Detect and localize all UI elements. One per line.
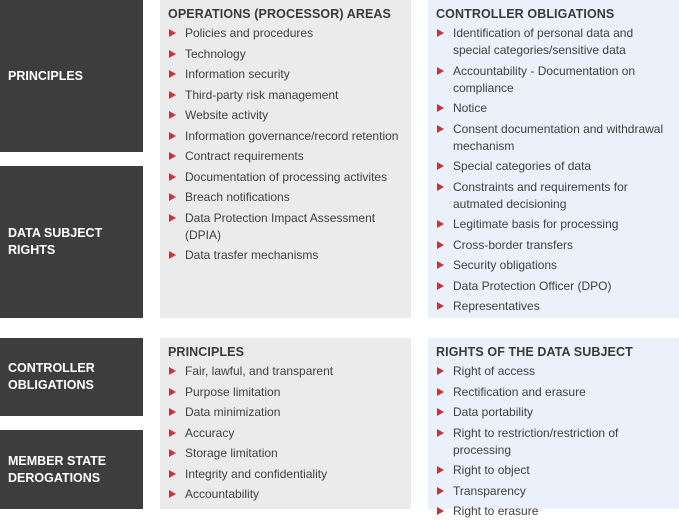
triangle-bullet-icon xyxy=(169,490,176,498)
list-item-text: Representatives xyxy=(453,299,540,313)
list-item-text: Technology xyxy=(185,46,246,61)
list-item xyxy=(436,100,671,117)
sidebar-label: MEMBER STATE DEROGATIONS xyxy=(8,453,107,485)
list-item-text: Special categories of data xyxy=(453,159,592,173)
bullet-list xyxy=(168,25,403,264)
list-item-text: Cross-border transfers xyxy=(453,237,574,252)
bullet-list xyxy=(436,25,671,315)
triangle-bullet-icon xyxy=(169,408,176,416)
triangle-bullet-icon xyxy=(169,388,176,396)
list-item-text: Storage limitation xyxy=(185,446,278,460)
list-item xyxy=(168,66,403,83)
sidebar-block-controller-obligations xyxy=(0,338,143,416)
list-item xyxy=(168,404,403,421)
panel-title: OPERATIONS (PROCESSOR) AREAS xyxy=(168,7,391,21)
list-item xyxy=(168,466,403,483)
list-item xyxy=(168,46,403,63)
triangle-bullet-icon xyxy=(437,507,444,515)
list-item-text: Constraints and requirements for autmated decisioning xyxy=(453,179,628,211)
list-item xyxy=(436,404,671,421)
panel-title: PRINCIPLES xyxy=(168,345,245,359)
list-item-text: Website activity xyxy=(185,108,269,122)
list-item-text: Information governance/record retention xyxy=(185,128,399,143)
list-item-text: Data portability xyxy=(453,405,534,419)
list-item xyxy=(168,247,403,264)
list-item-text: Consent documentation and withdrawal mechanism xyxy=(453,121,664,153)
list-item xyxy=(168,25,403,42)
panel-title: CONTROLLER OBLIGATIONS xyxy=(436,7,615,21)
triangle-bullet-icon xyxy=(169,29,176,37)
triangle-bullet-icon xyxy=(169,367,176,375)
triangle-bullet-icon xyxy=(169,70,176,78)
list-item xyxy=(168,363,403,380)
list-item xyxy=(436,216,671,233)
list-item-text: Security obligations xyxy=(453,258,558,272)
list-item xyxy=(168,169,403,186)
list-item-text: Transparency xyxy=(453,483,526,498)
list-item-text: Legitimate basis for processing xyxy=(453,217,619,231)
list-item xyxy=(436,257,671,274)
list-item xyxy=(436,503,671,520)
triangle-bullet-icon xyxy=(169,429,176,437)
triangle-bullet-icon xyxy=(437,408,444,416)
list-item xyxy=(436,179,671,213)
list-item xyxy=(168,384,403,401)
triangle-bullet-icon xyxy=(437,183,444,191)
controller-obligations-panel xyxy=(428,0,679,318)
triangle-bullet-icon xyxy=(437,261,444,269)
sidebar-label: CONTROLLER OBLIGATIONS xyxy=(8,361,95,392)
list-item-text: Rectification and erasure xyxy=(453,384,586,399)
list-item-text: Documentation of processing activites xyxy=(185,169,388,184)
triangle-bullet-icon xyxy=(437,104,444,112)
panel-title: RIGHTS OF THE DATA SUBJECT xyxy=(436,345,633,359)
triangle-bullet-icon xyxy=(169,214,176,222)
list-item xyxy=(168,107,403,124)
triangle-bullet-icon xyxy=(169,251,176,259)
list-item xyxy=(168,486,403,503)
list-item-text: Notice xyxy=(453,101,488,115)
triangle-bullet-icon xyxy=(437,487,444,495)
operations-panel xyxy=(160,0,411,318)
list-item xyxy=(168,128,403,145)
list-item xyxy=(436,121,671,155)
list-item xyxy=(436,298,671,315)
triangle-bullet-icon xyxy=(437,220,444,228)
rights-panel xyxy=(428,338,679,518)
list-item xyxy=(436,63,671,97)
list-item xyxy=(436,483,671,500)
list-item-text: Third-party risk management xyxy=(185,87,339,102)
triangle-bullet-icon xyxy=(437,241,444,249)
triangle-bullet-icon xyxy=(437,466,444,474)
bullet-list xyxy=(168,363,403,503)
triangle-bullet-icon xyxy=(437,67,444,75)
list-item-text: Contract requirements xyxy=(185,149,304,163)
triangle-bullet-icon xyxy=(169,470,176,478)
list-item xyxy=(168,210,403,244)
triangle-bullet-icon xyxy=(437,429,444,437)
list-item xyxy=(168,87,403,104)
list-item-text: Right to object xyxy=(453,463,530,477)
triangle-bullet-icon xyxy=(169,111,176,119)
list-item-text: Fair, lawful, and transparent xyxy=(185,364,334,378)
sidebar-block-data-subject-rights xyxy=(0,166,143,318)
list-item-text: Accountability - Documentation on compliance xyxy=(453,63,636,95)
list-item-text: Right to restriction/restriction of processing xyxy=(453,425,619,457)
triangle-bullet-icon xyxy=(169,449,176,457)
bullet-list xyxy=(436,363,671,520)
triangle-bullet-icon xyxy=(169,132,176,140)
list-item-text: Data trasfer mechanisms xyxy=(185,248,319,262)
list-item-text: Integrity and confidentiality xyxy=(185,466,328,481)
sidebar-label: PRINCIPLES xyxy=(8,68,84,83)
list-item xyxy=(168,425,403,442)
list-item xyxy=(168,445,403,462)
triangle-bullet-icon xyxy=(437,302,444,310)
list-item xyxy=(436,237,671,254)
list-item xyxy=(168,148,403,165)
triangle-bullet-icon xyxy=(169,173,176,181)
list-item xyxy=(436,425,671,459)
triangle-bullet-icon xyxy=(169,91,176,99)
list-item xyxy=(436,158,671,175)
list-item-text: Data Protection Impact Assessment (DPIA) xyxy=(185,210,376,242)
list-item-text: Identification of personal data and special categories/sensitive data xyxy=(453,26,634,57)
list-item-text: Data Protection Officer (DPO) xyxy=(453,278,612,293)
triangle-bullet-icon xyxy=(169,50,176,58)
list-item-text: Breach notifications xyxy=(185,190,290,204)
list-item-text: Right to erasure xyxy=(453,504,539,518)
list-item xyxy=(168,189,403,206)
triangle-bullet-icon xyxy=(437,367,444,375)
list-item-text: Right of access xyxy=(453,364,536,378)
sidebar-block-member-state-derogations xyxy=(0,430,143,509)
triangle-bullet-icon xyxy=(169,152,176,160)
triangle-bullet-icon xyxy=(437,388,444,396)
list-item xyxy=(436,384,671,401)
list-item-text: Accuracy xyxy=(185,425,235,440)
triangle-bullet-icon xyxy=(437,125,444,133)
list-item-text: Information security xyxy=(185,67,290,81)
list-item-text: Purpose limitation xyxy=(185,384,281,399)
list-item xyxy=(436,25,671,59)
list-item-text: Data minimization xyxy=(185,405,281,419)
triangle-bullet-icon xyxy=(169,193,176,201)
list-item-text: Accountability xyxy=(185,487,260,501)
list-item xyxy=(436,363,671,380)
principles-panel xyxy=(160,338,411,509)
sidebar-block-principles xyxy=(0,0,143,152)
list-item xyxy=(436,278,671,295)
triangle-bullet-icon xyxy=(437,162,444,170)
triangle-bullet-icon xyxy=(437,29,444,37)
list-item-text: Policies and procedures xyxy=(185,26,314,40)
triangle-bullet-icon xyxy=(437,282,444,290)
sidebar-label: DATA SUBJECT RIGHTS xyxy=(8,226,103,257)
list-item xyxy=(436,462,671,479)
